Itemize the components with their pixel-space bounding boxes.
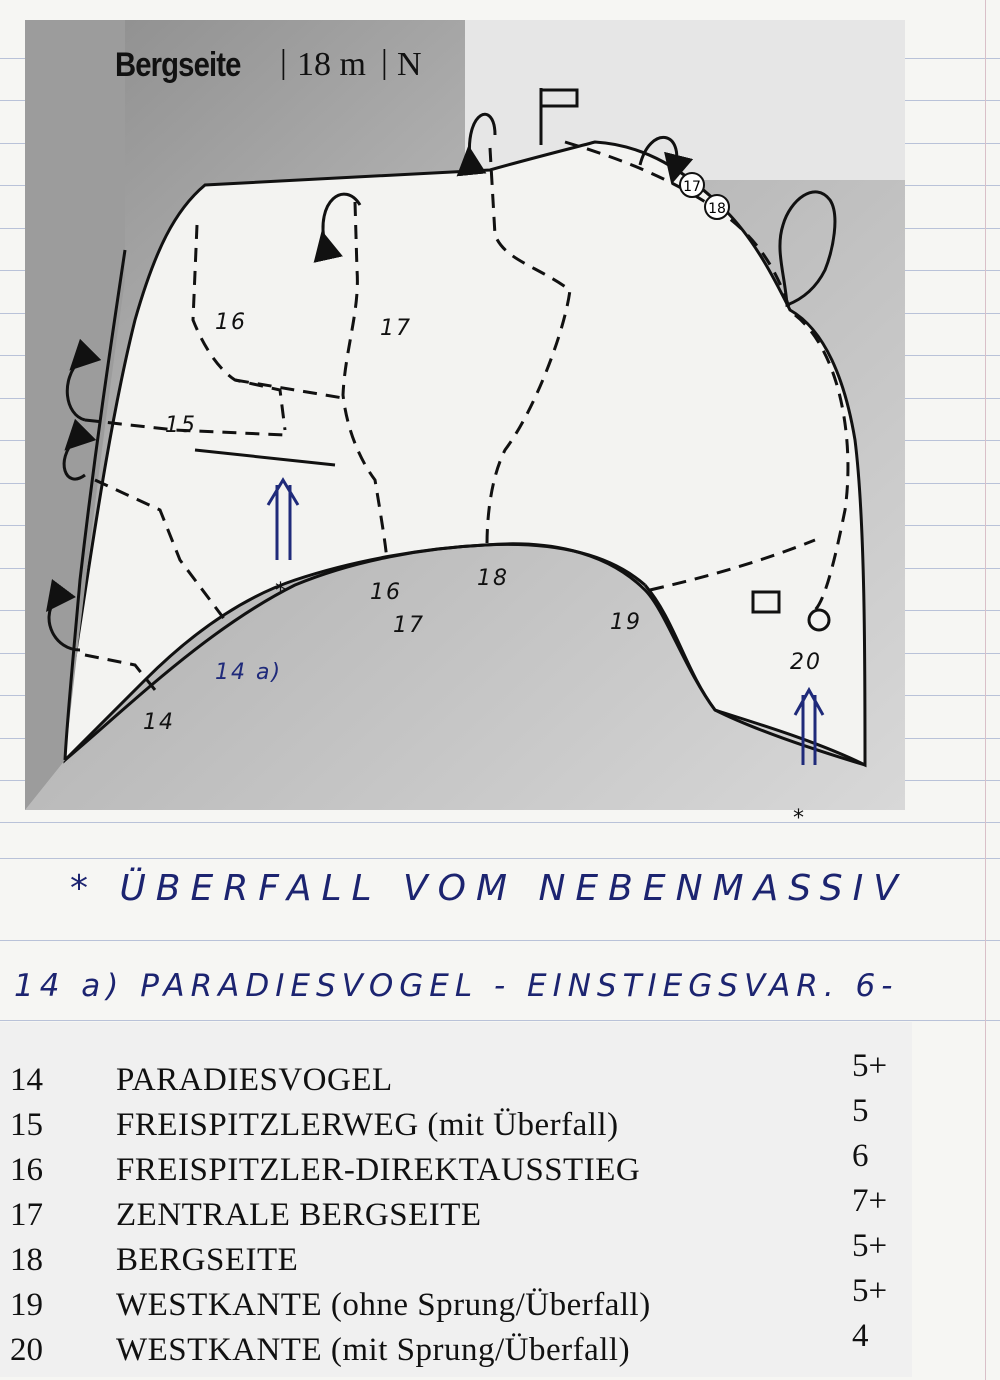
face-title: Bergseite [115,46,241,84]
label-17-base: 17 [393,613,425,638]
label-19-base: 19 [610,610,642,635]
route-row [0,1318,912,1376]
route-number: 17 [10,1197,43,1233]
topo-drawing [25,20,905,831]
route-list [0,1022,912,1377]
route-row [0,1138,912,1196]
route-name: ZENTRALE BERGSEITE [116,1197,482,1233]
route-number: 19 [10,1287,43,1323]
variant-note: 14 a) PARADIESVOGEL - EINSTIEGSVAR. 6- [14,968,899,1004]
face-height: 18 m [297,46,366,83]
route-name: BERGSEITE [116,1242,299,1278]
star-right: * [793,806,804,831]
route-grade: 5 [852,1093,869,1129]
route-grade: 5+ [852,1273,888,1309]
route-name: PARADIESVOGEL [116,1062,393,1098]
label-16-upper: 16 [215,310,247,335]
route-grade: 5+ [852,1228,888,1264]
sky-area [465,20,905,180]
route-name: WESTKANTE (ohne Sprung/Überfall) [116,1287,651,1323]
route-grade: 5+ [852,1048,888,1084]
route-row [0,1228,912,1286]
route-number: 16 [10,1152,43,1188]
route-grade: 6 [852,1138,869,1174]
ring-17-label: 17 [683,179,701,195]
label-17-upper: 17 [380,316,412,341]
route-number: 14 [10,1062,43,1098]
topo-sheet [25,20,905,831]
label-18-base: 18 [477,566,509,591]
header-separator-2: | [381,44,388,81]
label-15: 15 [165,413,197,438]
route-row [0,1183,912,1241]
route-grade: 4 [852,1318,869,1354]
label-14a-base: 14 a) [215,660,283,685]
route-number: 20 [10,1332,43,1368]
star-note: * ÜBERFALL VOM NEBENMASSIV [70,868,908,909]
route-row [0,1273,912,1331]
star-left: * [275,579,286,604]
label-16-base: 16 [370,580,402,605]
route-number: 15 [10,1107,43,1143]
route-name: FREISPITZLER-DIREKTAUSSTIEG [116,1152,641,1188]
route-row [0,1048,912,1106]
route-row [0,1093,912,1151]
route-number: 18 [10,1242,43,1278]
header-separator-1: | [280,44,287,81]
route-name: WESTKANTE (mit Sprung/Überfall) [116,1332,631,1368]
label-14-base: 14 [143,710,175,735]
face-aspect: N [397,46,422,83]
route-name: FREISPITZLERWEG (mit Überfall) [116,1107,619,1143]
ring-18-label: 18 [708,201,726,217]
route-grade: 7+ [852,1183,888,1219]
label-20-base: 20 [790,650,822,675]
